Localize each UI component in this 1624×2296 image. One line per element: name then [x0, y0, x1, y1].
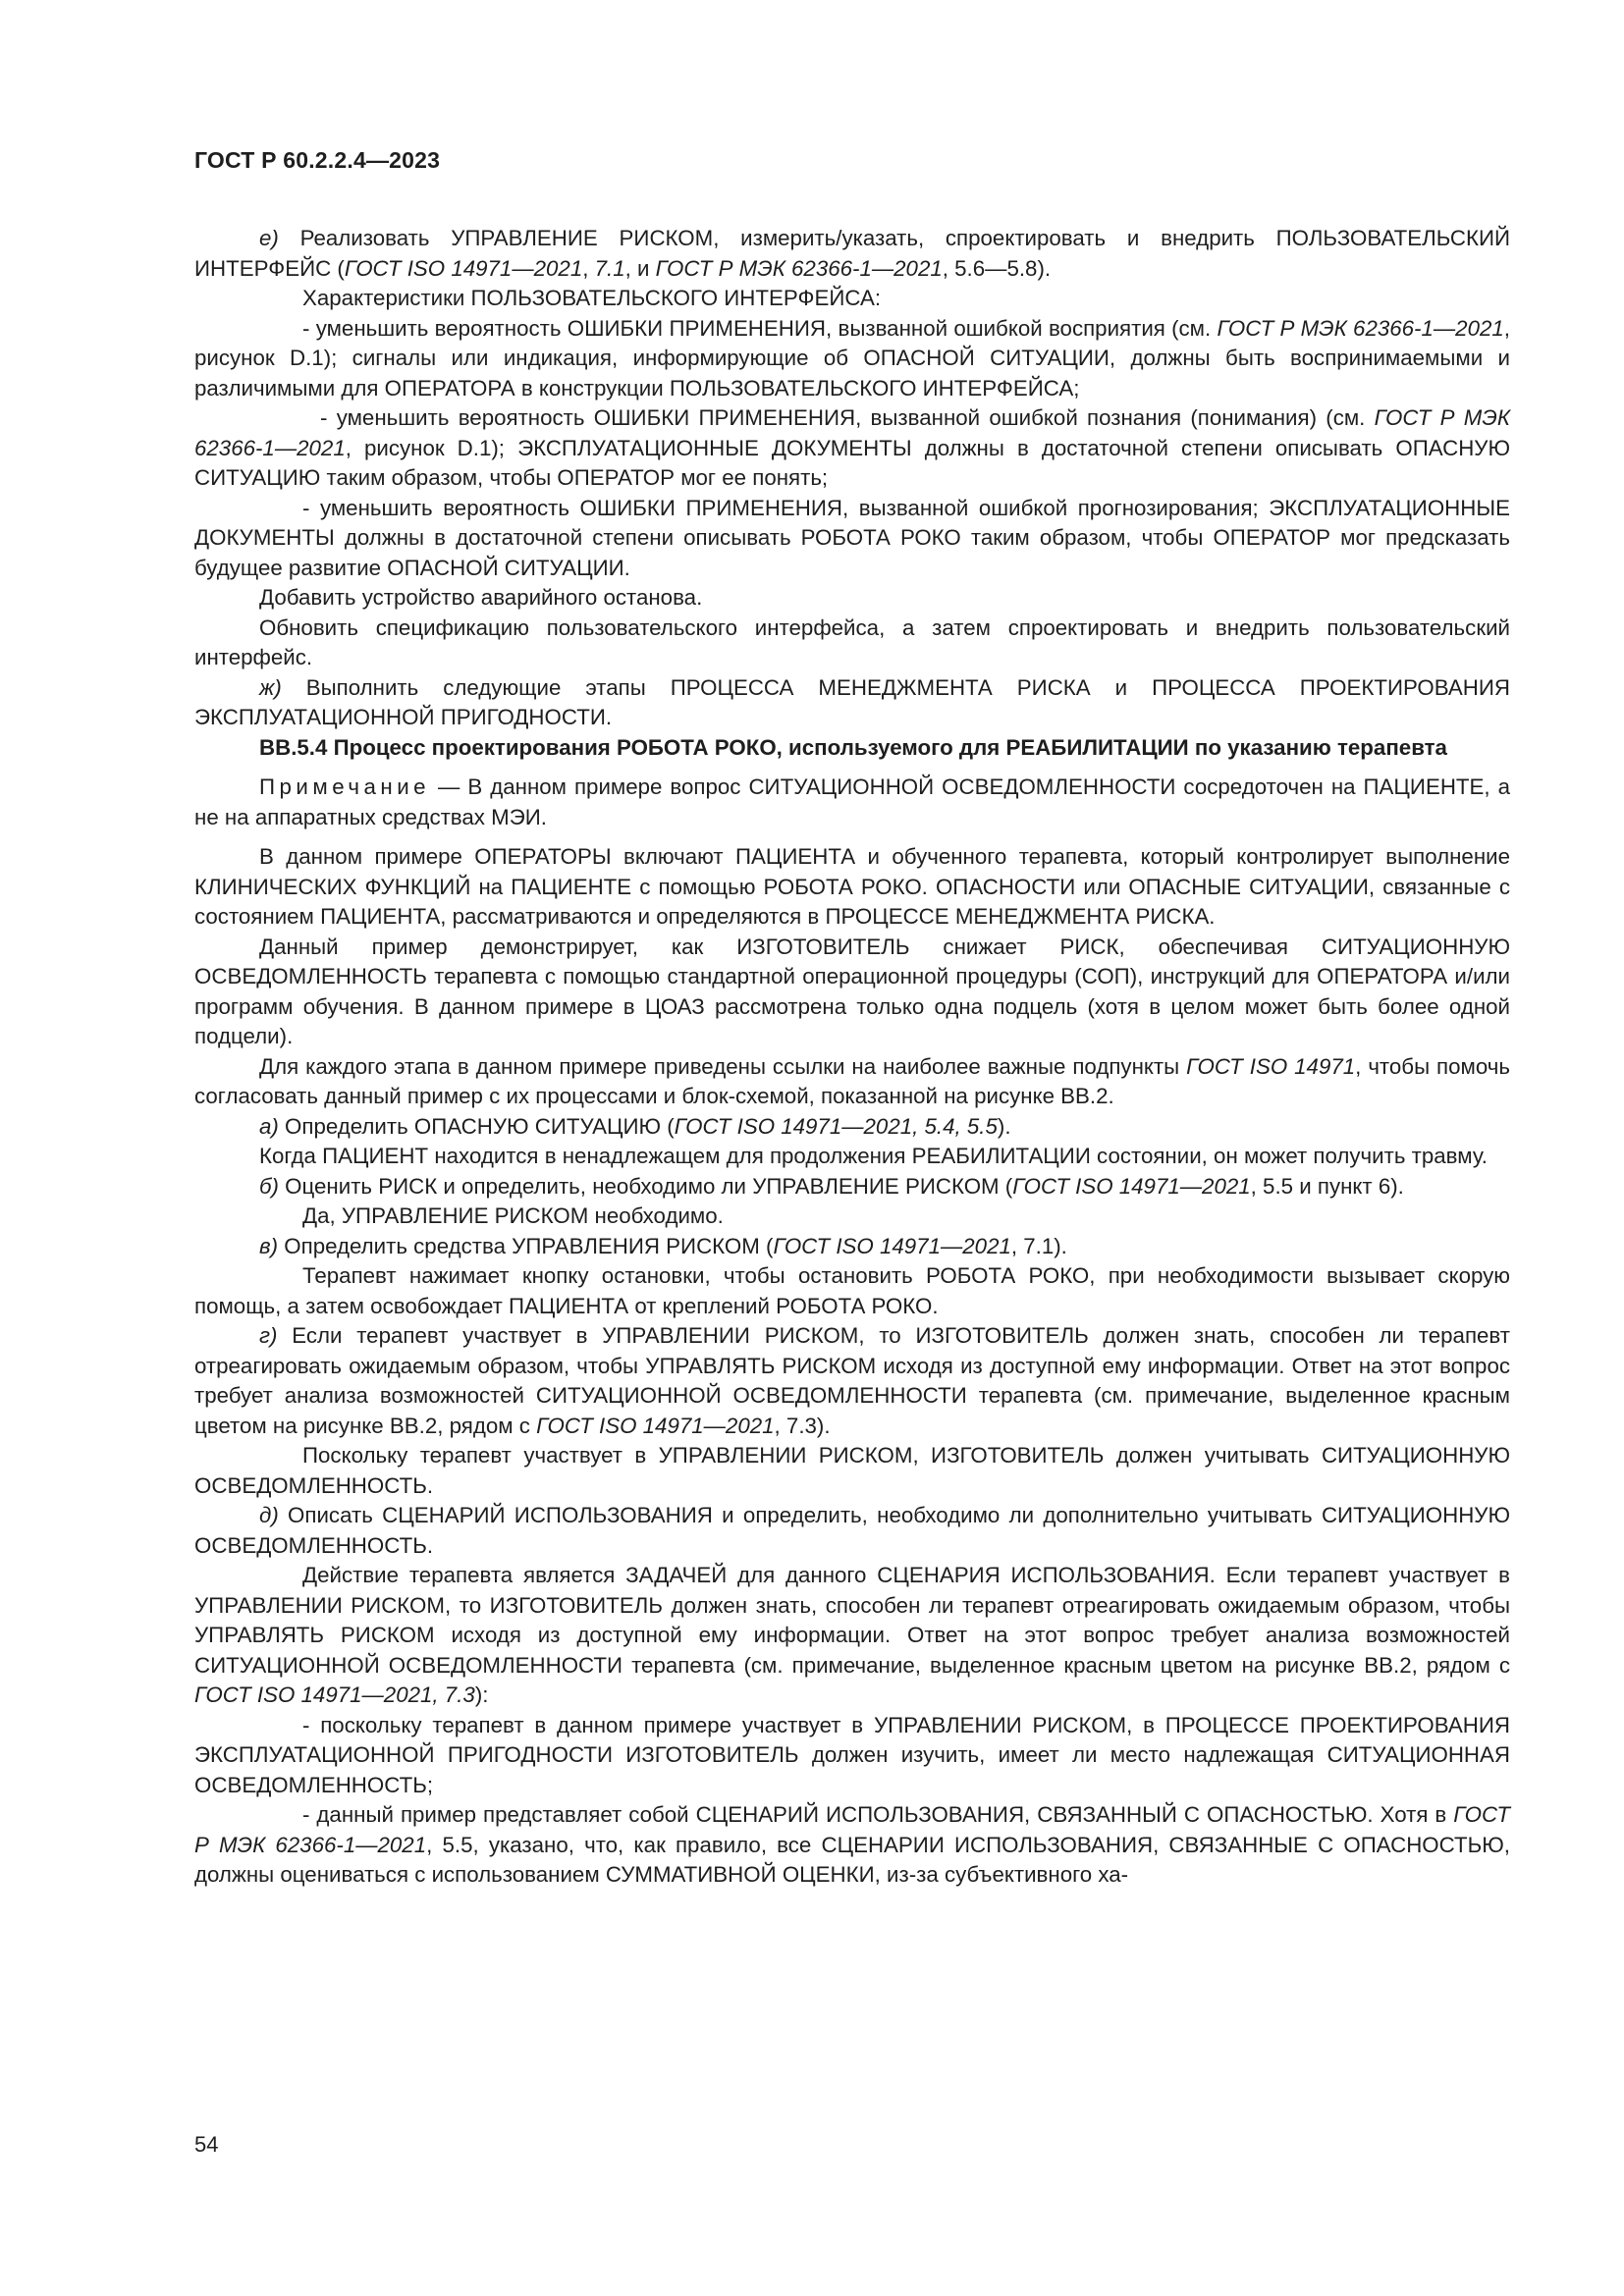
- paragraph: а) Определить ОПАСНУЮ СИТУАЦИЮ (ГОСТ ISO 14971—2021, 5.4, 5.5).: [259, 1113, 1011, 1139]
- paragraph: - поскольку терапевт в данном примере участвует в УПРАВЛЕНИИ РИСКОМ, в ПРОЦЕССЕ ПРОЕКТИРОВАНИЯ ЭКСПЛУАТАЦИОННОЙ ПРИГОДНОСТИ ИЗГОТОВИТЕЛЬ должен изучить, имеет ли место надлежащая СИТУАЦИОННАЯ ОСВЕДОМЛЕННОСТЬ;: [194, 1712, 1510, 1797]
- page-number: 54: [194, 2132, 219, 2157]
- paragraph: Поскольку терапевт участвует в УПРАВЛЕНИИ РИСКОМ, ИЗГОТОВИТЕЛЬ должен учитывать СИТУАЦИОННУЮ ОСВЕДОМЛЕННОСТЬ.: [194, 1443, 1510, 1498]
- paragraph: Действие терапевта является ЗАДАЧЕЙ для данного СЦЕНАРИЯ ИСПОЛЬЗОВАНИЯ. Если терапевт участвует в УПРАВЛЕНИИ РИСКОМ, то ИЗГОТОВИТЕЛЬ должен знать, способен ли терапевт отреагировать ожидаемым образом, чтобы УПРАВЛЯТЬ РИСКОМ исходя из доступной ему информации. Ответ на этот вопрос требует анализа возможностей СИТУАЦИОННОЙ ОСВЕДОМЛЕННОСТИ терапевта (см. примечание, выделенное красным цветом на рисунке ВВ.2, рядом с ГОСТ ISO 14971—2021, 7.3):: [194, 1563, 1510, 1707]
- paragraph: ВВ.5.4 Процесс проектирования РОБОТА РОКО, используемого для РЕАБИЛИТАЦИИ по указанию терапевта: [259, 734, 1447, 760]
- paragraph: - уменьшить вероятность ОШИБКИ ПРИМЕНЕНИЯ, вызванной ошибкой прогнозирования; ЭКСПЛУАТАЦИОННЫЕ ДОКУМЕНТЫ должны в достаточной степени описывать РОБОТА РОКО таким образом, чтобы ОПЕРАТОР мог предсказать будущее развитие ОПАСНОЙ СИТУАЦИИ.: [194, 495, 1510, 580]
- paragraph: Характеристики ПОЛЬЗОВАТЕЛЬСКОГО ИНТЕРФЕЙСА:: [302, 286, 882, 310]
- paragraph: Обновить спецификацию пользовательского интерфейса, а затем спроектировать и внедрить пользовательский интерфейс.: [194, 614, 1510, 669]
- paragraph-gap: [194, 832, 1510, 842]
- paragraph: Да, УПРАВЛЕНИЕ РИСКОМ необходимо.: [302, 1203, 724, 1228]
- paragraph: б) Оценить РИСК и определить, необходимо ли УПРАВЛЕНИЕ РИСКОМ (ГОСТ ISO 14971—2021, 5.5 и пункт 6).: [259, 1173, 1404, 1199]
- paragraph: е) Реализовать УПРАВЛЕНИЕ РИСКОМ, измерить/указать, спроектировать и внедрить ПОЛЬЗОВАТЕЛЬСКИЙ ИНТЕРФЕЙС (ГОСТ ISO 14971—2021, 7.1, и ГОСТ Р МЭК 62366-1—2021, 5.6—5.8).: [194, 226, 1510, 281]
- paragraph: Данный пример демонстрирует, как ИЗГОТОВИТЕЛЬ снижает РИСК, обеспечивая СИТУАЦИОННУЮ ОСВЕДОМЛЕННОСТЬ терапевта с помощью стандартной операционной процедуры (СОП), инструкций для ОПЕРАТОРА и/или программ обучения. В данном примере в ЦОАЗ рассмотрена только одна подцель (хотя в целом может быть более одной подцели).: [194, 934, 1510, 1048]
- paragraph: г) Если терапевт участвует в УПРАВЛЕНИИ РИСКОМ, то ИЗГОТОВИТЕЛЬ должен знать, способен ли терапевт отреагировать ожидаемым образом, чтобы УПРАВЛЯТЬ РИСКОМ исходя из доступной ему информации. Ответ на этот вопрос требует анализа возможностей СИТУАЦИОННОЙ ОСВЕДОМЛЕННОСТИ терапевта (см. примечание, выделенное красным цветом на рисунке ВВ.2, рядом с ГОСТ ISO 14971—2021, 7.3).: [194, 1323, 1510, 1438]
- paragraph: В данном примере ОПЕРАТОРЫ включают ПАЦИЕНТА и обученного терапевта, который контролирует выполнение КЛИНИЧЕСКИХ ФУНКЦИЙ на ПАЦИЕНТЕ с помощью РОБОТА РОКО. ОПАСНОСТИ или ОПАСНЫЕ СИТУАЦИИ, связанные с состоянием ПАЦИЕНТА, рассматриваются и определяются в ПРОЦЕССЕ МЕНЕДЖМЕНТА РИСКА.: [194, 844, 1510, 929]
- paragraph: Терапевт нажимает кнопку остановки, чтобы остановить РОБОТА РОКО, при необходимости вызывает скорую помощь, а затем освобождает ПАЦИЕНТА от креплений РОБОТА РОКО.: [194, 1263, 1510, 1318]
- document-body: [194, 224, 1510, 1891]
- paragraph: Для каждого этапа в данном примере приведены ссылки на наиболее важные подпункты ГОСТ ISO 14971, чтобы помочь согласовать данный пример с их процессами и блок-схемой, показанной на рисунке ВВ.2.: [194, 1053, 1511, 1108]
- paragraph: ж) Выполнить следующие этапы ПРОЦЕССА МЕНЕДЖМЕНТА РИСКА и ПРОЦЕССА ПРОЕКТИРОВАНИЯ ЭКСПЛУАТАЦИОННОЙ ПРИГОДНОСТИ.: [194, 674, 1510, 729]
- paragraph-gap: [194, 763, 1510, 773]
- paragraph: Добавить устройство аварийного останова.: [259, 585, 703, 610]
- paragraph: - уменьшить вероятность ОШИБКИ ПРИМЕНЕНИЯ, вызванной ошибкой познания (понимания) (см. ГОСТ Р МЭК 62366-1—2021, рисунок D.1); ЭКСПЛУАТАЦИОННЫЕ ДОКУМЕНТЫ должны в достаточной степени описывать ОПАСНУЮ СИТУАЦИЮ таким образом, чтобы ОПЕРАТОР мог ее понять;: [194, 405, 1510, 490]
- paragraph: в) Определить средства УПРАВЛЕНИЯ РИСКОМ (ГОСТ ISO 14971—2021, 7.1).: [259, 1233, 1067, 1258]
- paragraph: Когда ПАЦИЕНТ находится в ненадлежащем для продолжения РЕАБИЛИТАЦИИ состоянии, он может получить травму.: [259, 1144, 1488, 1168]
- paragraph: - данный пример представляет собой СЦЕНАРИЙ ИСПОЛЬЗОВАНИЯ, СВЯЗАННЫЙ С ОПАСНОСТЬЮ. Хотя в ГОСТ Р МЭК 62366-1—2021, 5.5, указано, что, как правило, все СЦЕНАРИИ ИСПОЛЬЗОВАНИЯ, СВЯЗАННЫЕ С ОПАСНОСТЬЮ, должны оцениваться с использованием СУММАТИВНОЙ ОЦЕНКИ, из-за субъективного ха-: [194, 1802, 1510, 1887]
- paragraph: - уменьшить вероятность ОШИБКИ ПРИМЕНЕНИЯ, вызванной ошибкой восприятия (см. ГОСТ Р МЭК 62366-1—2021, рисунок D.1); сигналы или индикация, информирующие об ОПАСНОЙ СИТУАЦИИ, должны быть воспринимаемыми и различимыми для ОПЕРАТОРА в конструкции ПОЛЬЗОВАТЕЛЬСКОГО ИНТЕРФЕЙСА;: [194, 315, 1510, 400]
- paragraph: Примечание — В данном примере вопрос СИТУАЦИОННОЙ ОСВЕДОМЛЕННОСТИ сосредоточен на ПАЦИЕНТЕ, а не на аппаратных средствах МЭИ.: [194, 774, 1510, 829]
- paragraph: д) Описать СЦЕНАРИЙ ИСПОЛЬЗОВАНИЯ и определить, необходимо ли дополнительно учитывать СИТУАЦИОННУЮ ОСВЕДОМЛЕННОСТЬ.: [194, 1503, 1510, 1558]
- document-header: ГОСТ Р 60.2.2.4—2023: [194, 147, 441, 173]
